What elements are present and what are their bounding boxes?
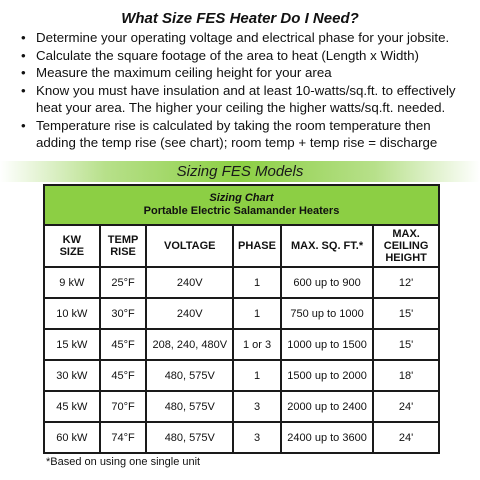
cell-phase: 1: [233, 298, 281, 329]
cell-max-sq-ft: 750 up to 1000: [281, 298, 373, 329]
cell-voltage: 480, 575V: [146, 360, 233, 391]
cell-ceiling-height: 15': [373, 298, 439, 329]
list-item: [20, 47, 470, 65]
table-row: [44, 422, 439, 453]
bullet-icon: •: [21, 82, 26, 98]
column-header-max-ceiling-height: MAX. CEILING HEIGHT: [373, 225, 439, 267]
cell-phase: 1 or 3: [233, 329, 281, 360]
bullet-icon: •: [21, 117, 26, 133]
cell-kw: 45 kW: [44, 391, 100, 422]
cell-max-sq-ft: 2000 up to 2400: [281, 391, 373, 422]
cell-voltage: 240V: [146, 267, 233, 298]
table-row: [44, 267, 439, 298]
column-header-max-sq-ft: MAX. SQ. FT.*: [281, 225, 373, 267]
table-caption: [44, 185, 439, 225]
cell-temp-rise: 45°F: [100, 329, 147, 360]
cell-max-sq-ft: 1500 up to 2000: [281, 360, 373, 391]
table-header-row: [44, 225, 439, 267]
cell-ceiling-height: 24': [373, 422, 439, 453]
cell-ceiling-height: 18': [373, 360, 439, 391]
section-banner: [0, 161, 480, 182]
cell-max-sq-ft: 2400 up to 3600: [281, 422, 373, 453]
bullet-icon: •: [21, 30, 26, 45]
list-item: [20, 29, 470, 47]
section-title: Sizing FES Models: [176, 163, 304, 180]
cell-voltage: 208, 240, 480V: [146, 329, 233, 360]
cell-phase: 1: [233, 267, 281, 298]
list-item-text: Temperature rise is calculated by taking the room temperature then adding the temp rise (see chart); room temp + temp rise = discharge: [36, 117, 438, 150]
chart-title: Sizing Chart: [209, 192, 274, 204]
column-header-temp-rise: TEMP RISE: [100, 225, 147, 267]
cell-voltage: 480, 575V: [146, 391, 233, 422]
list-item-text: Calculate the square footage of the area to heat (Length x Width): [36, 47, 419, 63]
cell-kw: 30 kW: [44, 360, 100, 391]
cell-temp-rise: 45°F: [100, 360, 147, 391]
sizing-chart-table: [43, 184, 440, 454]
cell-voltage: 240V: [146, 298, 233, 329]
cell-kw: 10 kW: [44, 298, 100, 329]
list-item-text: Know you must have insulation and at least 10-watts/sq.ft. to effectively heat your area. The higher your ceiling the higher watts/sq.ft. needed.: [36, 82, 456, 115]
cell-kw: 60 kW: [44, 422, 100, 453]
list-item: [20, 64, 470, 82]
table-row: [44, 360, 439, 391]
cell-temp-rise: 30°F: [100, 298, 147, 329]
cell-temp-rise: 70°F: [100, 391, 147, 422]
cell-phase: 1: [233, 360, 281, 391]
column-header-voltage: VOLTAGE: [146, 225, 233, 267]
list-item-text: Determine your operating voltage and electrical phase for your jobsite.: [36, 30, 450, 45]
page-title: What Size FES Heater Do I Need?: [121, 10, 359, 27]
column-header-kw-size: KW SIZE: [44, 225, 100, 267]
cell-ceiling-height: 15': [373, 329, 439, 360]
table-row: [44, 391, 439, 422]
list-item: [20, 82, 470, 117]
list-item: [20, 117, 470, 152]
bullet-icon: •: [21, 65, 26, 80]
table-row: [44, 298, 439, 329]
cell-ceiling-height: 12': [373, 267, 439, 298]
cell-max-sq-ft: 1000 up to 1500: [281, 329, 373, 360]
cell-temp-rise: 25°F: [100, 267, 147, 298]
cell-voltage: 480, 575V: [146, 422, 233, 453]
table-row: [44, 329, 439, 360]
cell-max-sq-ft: 600 up to 900: [281, 267, 373, 298]
cell-temp-rise: 74°F: [100, 422, 147, 453]
chart-subtitle: Portable Electric Salamander Heaters: [143, 205, 340, 217]
cell-kw: 15 kW: [44, 329, 100, 360]
cell-ceiling-height: 24': [373, 391, 439, 422]
column-header-phase: PHASE: [233, 225, 281, 267]
cell-kw: 9 kW: [44, 267, 100, 298]
footnote: *Based on using one single unit: [46, 456, 201, 468]
cell-phase: 3: [233, 391, 281, 422]
bullet-icon: •: [21, 47, 26, 63]
instruction-list: [20, 29, 470, 152]
table-caption-row: [44, 185, 439, 225]
list-item-text: Measure the maximum ceiling height for your area: [36, 65, 332, 80]
cell-phase: 3: [233, 422, 281, 453]
